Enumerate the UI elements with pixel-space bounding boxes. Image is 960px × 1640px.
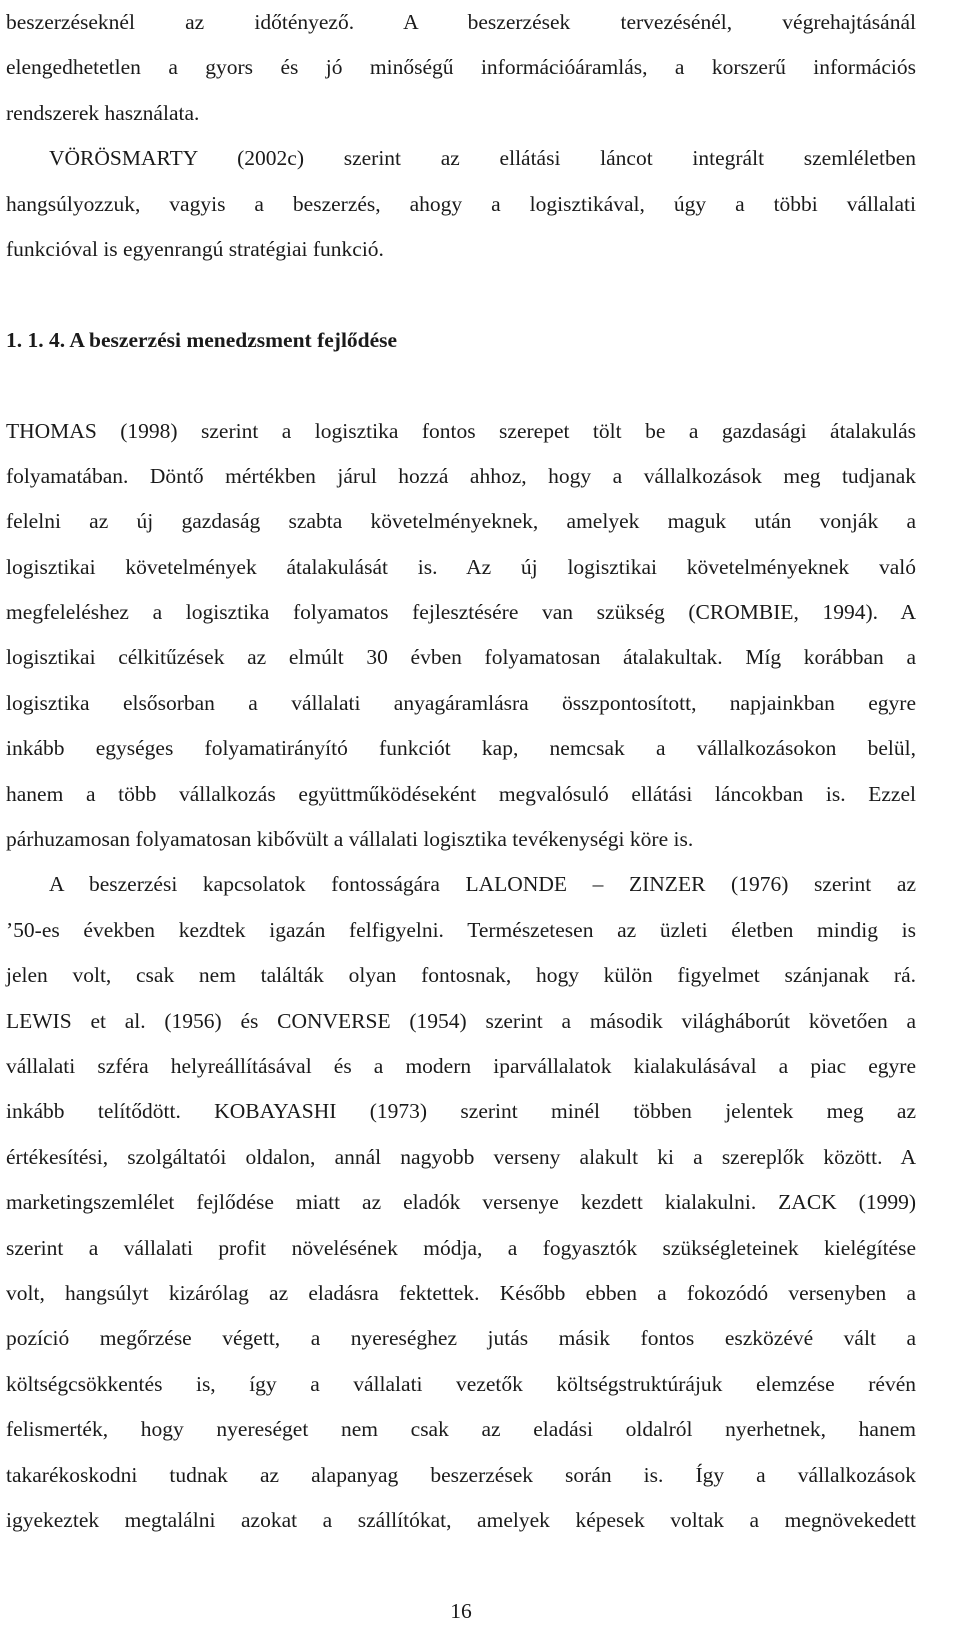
text-line: funkcióval is egyenrangú stratégiai funkció. — [6, 236, 384, 261]
text-line: pozíció megőrzése végett, a nyereséghez jutás másik fontos eszközévé vált a — [6, 1326, 916, 1351]
text-line: hanem a több vállalkozás együttműködéseként megvalósuló ellátási láncokban is. Ezzel — [6, 781, 916, 806]
text-line: szerint a vállalati profit növelésének módja, a fogyasztók szükségleteinek kielégítése — [6, 1235, 916, 1260]
vorosmarty-paragraph — [6, 136, 916, 272]
text-line: vállalati szféra helyreállításával és a modern iparvállalatok kialakulásával a piac egyre — [6, 1053, 916, 1078]
text-line: igyekeztek megtalálni azokat a szállítókat, amelyek képesek voltak a megnövekedett — [6, 1507, 916, 1532]
text-line: hangsúlyozzuk, vagyis a beszerzés, ahogy a logisztikával, úgy a többi vállalati — [6, 191, 916, 216]
thomas-paragraph — [6, 409, 916, 863]
text-line: THOMAS (1998) szerint a logisztika fontos szerepet tölt be a gazdasági átalakulás — [6, 418, 916, 443]
text-line: felismerték, hogy nyereséget nem csak az eladási oldalról nyerhetnek, hanem — [6, 1417, 916, 1442]
text-line: értékesítési, szolgáltatói oldalon, annál nagyobb verseny alakult ki a szereplők között. A — [6, 1144, 916, 1169]
text-line: megfeleléshez a logisztika folyamatos fejlesztésére van szükség (CROMBIE, 1994). A — [6, 600, 916, 625]
text-line: beszerzéseknél az időtényező. A beszerzések tervezésénél, végrehajtásánál — [6, 10, 916, 34]
text-line: A beszerzési kapcsolatok fontosságára LALONDE – ZINZER (1976) szerint az — [49, 872, 916, 897]
text-line: logisztikai célkitűzések az elmúlt 30 évben folyamatosan átalakultak. Míg korábban a — [6, 645, 916, 670]
text-line: ’50-es években kezdtek igazán felfigyelni. Természetesen az üzleti életben mindig is — [6, 917, 916, 942]
text-line: LEWIS et al. (1956) és CONVERSE (1954) szerint a második világháborút követően a — [6, 1008, 916, 1033]
text-line: logisztikai követelmények átalakulását is. Az új logisztikai követelményeknek való — [6, 554, 916, 579]
text-line: volt, hangsúlyt kizárólag az eladásra fektettek. Később ebben a fokozódó versenyben a — [6, 1280, 916, 1305]
text-line: jelen volt, csak nem találták olyan fontosnak, hogy külön figyelmet szánjanak rá. — [6, 963, 916, 988]
text-line: folyamatában. Döntő mértékben járul hozzá ahhoz, hogy a vállalkozások meg tudjanak — [6, 463, 916, 488]
lalonde-paragraph — [6, 862, 916, 1543]
text-line: felelni az új gazdaság szabta követelményeknek, amelyek maguk után vonják a — [6, 509, 916, 534]
page-body — [6, 0, 916, 1543]
text-line: inkább egységes folyamatirányító funkciót kap, nemcsak a vállalkozásokon belül, — [6, 736, 916, 761]
text-line: logisztika elsősorban a vállalati anyagáramlásra összpontosított, napjainkban egyre — [6, 690, 916, 715]
text-line: VÖRÖSMARTY (2002c) szerint az ellátási láncot integrált szemléletben — [49, 146, 916, 171]
section-heading: 1. 1. 4. A beszerzési menedzsment fejlődése — [6, 327, 398, 352]
spacer — [6, 272, 916, 317]
spacer — [6, 363, 916, 408]
page-number: 16 — [450, 1599, 472, 1623]
intro-paragraph — [6, 0, 916, 136]
text-line: költségcsökkentés is, így a vállalati vezetők költségstruktúrájuk elemzése révén — [6, 1371, 916, 1396]
text-line: takarékoskodni tudnak az alapanyag beszerzések során is. Így a vállalkozások — [6, 1462, 916, 1487]
text-line: marketingszemlélet fejlődése miatt az eladók versenye kezdett kialakulni. ZACK (1999) — [6, 1190, 916, 1215]
text-line: inkább telítődött. KOBAYASHI (1973) szerint minél többen jelentek meg az — [6, 1099, 916, 1124]
text-line: rendszerek használata. — [6, 100, 200, 125]
text-line: párhuzamosan folyamatosan kibővült a vállalati logisztika tevékenységi köre is. — [6, 827, 694, 852]
text-line: elengedhetetlen a gyors és jó minőségű információáramlás, a korszerű információs — [6, 55, 916, 80]
